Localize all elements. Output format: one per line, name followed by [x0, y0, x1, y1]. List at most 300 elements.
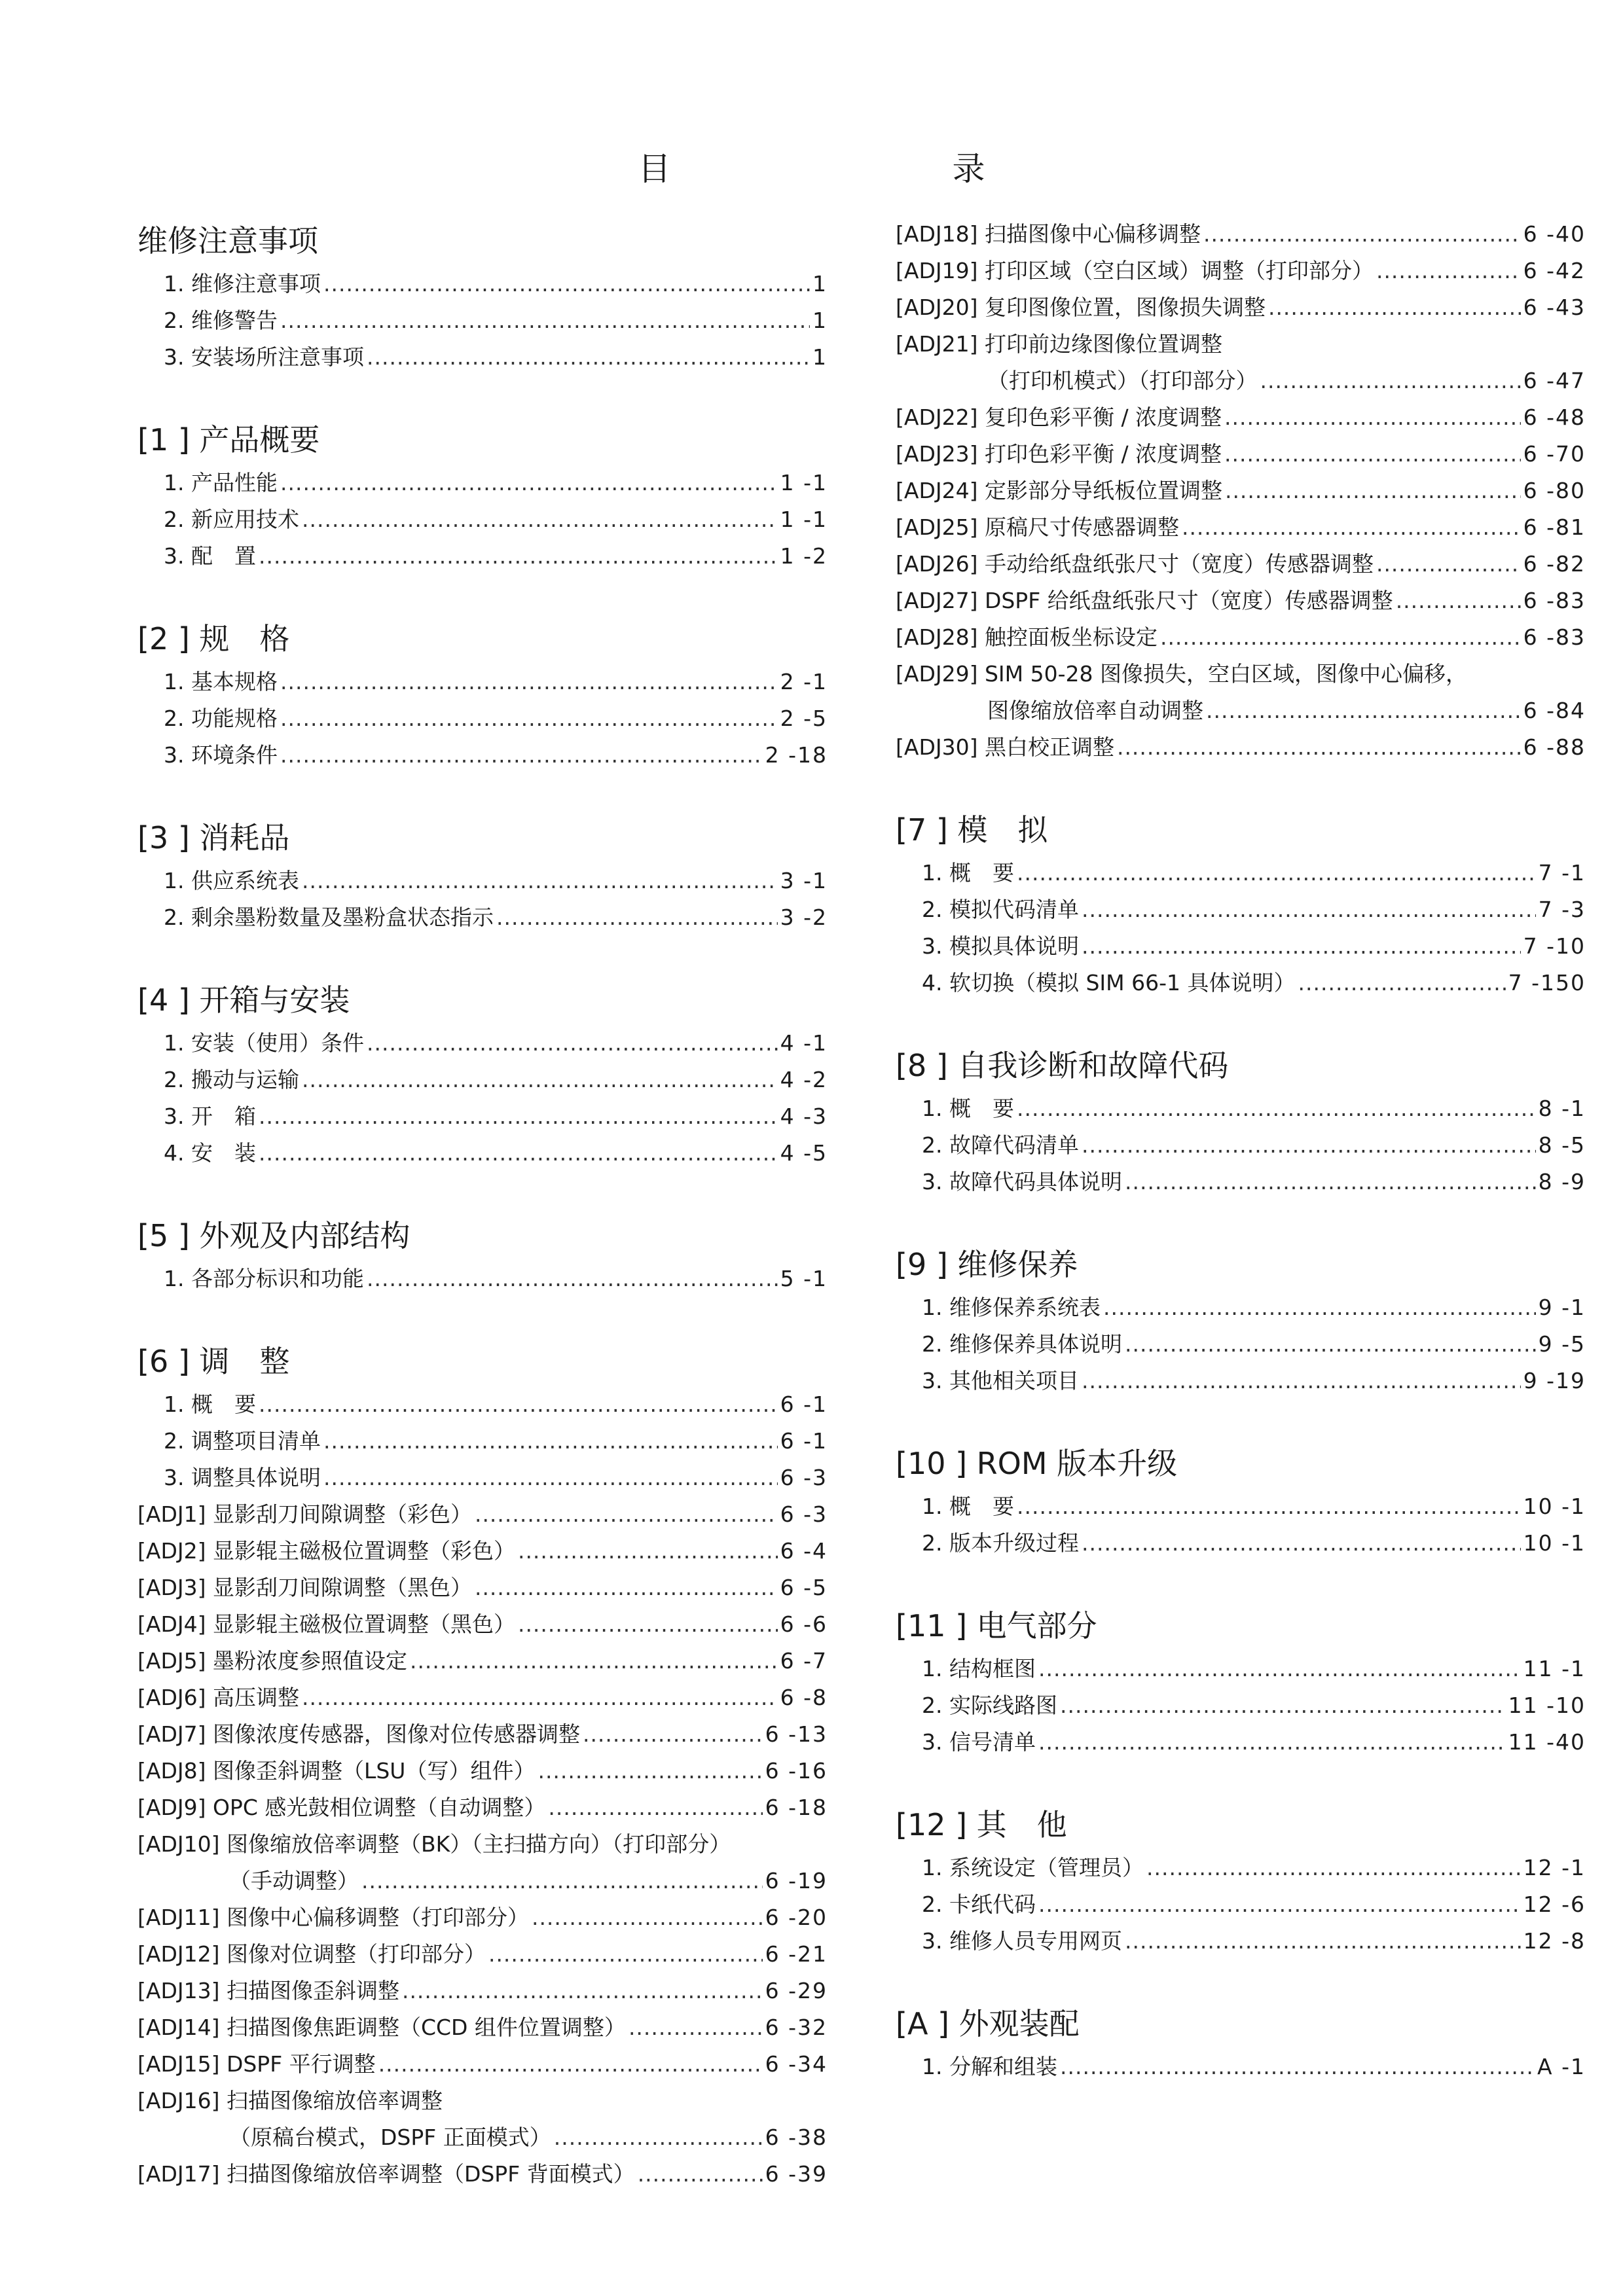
toc-left-column: [137, 216, 828, 2193]
toc-leader-dots: [323, 1423, 778, 1460]
toc-entry[interactable]: [896, 1886, 1586, 1923]
toc-leader-dots: [280, 664, 778, 700]
toc-entry[interactable]: [896, 473, 1586, 509]
toc-section: [896, 1601, 1586, 1761]
toc-leader-dots: [1203, 216, 1521, 253]
toc-entry[interactable]: [896, 656, 1586, 692]
toc-section: [896, 1439, 1586, 1562]
toc-page-number: 6 -8: [780, 1685, 828, 1710]
toc-page-number: 6 -16: [765, 1758, 828, 1784]
toc-entry[interactable]: [896, 1164, 1586, 1200]
toc-entry[interactable]: [896, 1687, 1586, 1724]
toc-leader-dots: [367, 339, 810, 376]
toc-page-number: 6 -42: [1523, 258, 1586, 283]
toc-entry[interactable]: [137, 1423, 828, 1460]
toc-entry[interactable]: [896, 1488, 1586, 1525]
toc-leader-dots: [280, 737, 763, 774]
toc-section: [137, 1211, 828, 1297]
toc-leader-dots: [1082, 1525, 1521, 1562]
toc-page-number: 5 -1: [780, 1266, 828, 1291]
toc-leader-dots: [518, 1533, 778, 1570]
toc-entry-label: 3. 维修人员专用网页: [922, 1928, 1122, 1954]
toc-page-number: 4 -5: [780, 1140, 828, 1166]
toc-entry-label: [ADJ17] 扫描图像缩放倍率调整（DSPF 背面模式）: [137, 2161, 635, 2187]
toc-entry[interactable]: [137, 2156, 828, 2193]
toc-entry-label: 2. 功能规格: [164, 706, 278, 731]
toc-entry-label: [ADJ28] 触控面板坐标设定: [896, 624, 1158, 650]
toc-section-heading[interactable]: [2 ] 规 格: [137, 621, 290, 656]
toc-page-number: 6 -39: [765, 2161, 828, 2187]
toc-leader-dots: [1017, 1488, 1521, 1525]
toc-page-number: 1 -2: [780, 543, 828, 569]
toc-entry-label: [ADJ6] 高压调整: [137, 1685, 299, 1710]
toc-entry-label: [ADJ18] 扫描图像中心偏移调整: [896, 221, 1201, 247]
toc-leader-dots: [323, 1460, 778, 1496]
toc-entry[interactable]: [896, 619, 1586, 656]
toc-entry[interactable]: [137, 1606, 828, 1643]
toc-leader-dots: [554, 2119, 763, 2156]
toc-leader-dots: [361, 1863, 763, 1899]
toc-page-number: 11 -10: [1508, 1693, 1586, 1718]
toc-section: [896, 1041, 1586, 1200]
toc-entry-label: [ADJ24] 定影部分导纸板位置调整: [896, 478, 1222, 503]
toc-section: [896, 1800, 1586, 1960]
toc-leader-dots: [259, 1386, 778, 1423]
toc-section: [137, 614, 828, 774]
toc-leader-dots: [1298, 965, 1506, 1001]
toc-entry[interactable]: [137, 700, 828, 737]
toc-entry-label: 4. 软切换（模拟 SIM 66-1 具体说明）: [922, 970, 1296, 996]
toc-page-number: 6 -13: [765, 1721, 828, 1747]
toc-entry-label: 1. 概 要: [922, 860, 1014, 886]
toc-entry[interactable]: [137, 1135, 828, 1172]
toc-entry-label: [ADJ29] SIM 50-28 图像损失，空白区域，图像中心偏移，: [896, 661, 1467, 687]
toc-page-number: 6 -3: [780, 1465, 828, 1490]
toc-page-number: 2 -18: [765, 742, 828, 768]
toc-page-number: 6 -81: [1523, 514, 1586, 540]
toc-right-column: [896, 216, 1586, 2085]
toc-entry[interactable]: [137, 1899, 828, 1936]
toc-entry-label: [ADJ23] 打印色彩平衡 / 浓度调整: [896, 441, 1222, 467]
toc-entry-label: 1. 维修保养系统表: [922, 1295, 1101, 1320]
toc-entry[interactable]: [137, 2119, 828, 2156]
toc-entry[interactable]: [137, 339, 828, 376]
toc-entry[interactable]: [137, 1025, 828, 1062]
toc-leader-dots: [548, 1789, 762, 1826]
toc-section-heading[interactable]: [A ] 外观装配: [896, 2006, 1080, 2041]
toc-page-number: 10 -1: [1523, 1530, 1586, 1556]
toc-page-number: 7 -150: [1508, 970, 1586, 996]
toc-leader-dots: [280, 302, 810, 339]
toc-page-number: 9 -19: [1523, 1368, 1586, 1393]
toc-leader-dots: [629, 2009, 763, 2046]
toc-leader-dots: [1038, 1886, 1521, 1923]
toc-section: [137, 415, 828, 575]
toc-section: [137, 975, 828, 1172]
toc-entry[interactable]: [137, 2046, 828, 2083]
toc-section-heading[interactable]: [10 ] ROM 版本升级: [896, 1446, 1178, 1481]
toc-entry[interactable]: [896, 326, 1586, 363]
toc-entry[interactable]: [896, 1127, 1586, 1164]
toc-entry-label: [ADJ7] 图像浓度传感器，图像对位传感器调整: [137, 1721, 580, 1747]
toc-entry-label: 2. 实际线路图: [922, 1693, 1057, 1718]
toc-section-heading[interactable]: [8 ] 自我诊断和故障代码: [896, 1048, 1229, 1083]
toc-entry[interactable]: [137, 538, 828, 575]
toc-leader-dots: [410, 1643, 778, 1679]
toc-entry-label: [ADJ15] DSPF 平行调整: [137, 2051, 376, 2077]
toc-leader-dots: [518, 1606, 778, 1643]
toc-leader-dots: [1082, 928, 1521, 965]
toc-entry-label: [ADJ22] 复印色彩平衡 / 浓度调整: [896, 404, 1222, 430]
toc-entry-label: 2. 剩余墨粉数量及墨粉盒状态指示: [164, 905, 494, 930]
toc-page-number: 1: [812, 344, 828, 370]
toc-page-number: 1 -1: [780, 470, 828, 495]
toc-entry[interactable]: [896, 546, 1586, 583]
toc-entry[interactable]: [137, 1570, 828, 1606]
toc-leader-dots: [583, 1716, 763, 1753]
toc-entry-label: 2. 模拟代码清单: [922, 897, 1079, 922]
toc-leader-dots: [532, 1899, 763, 1936]
toc-entry[interactable]: [137, 266, 828, 302]
toc-entry[interactable]: [896, 855, 1586, 891]
toc-entry[interactable]: [896, 509, 1586, 546]
toc-entry-label: 1. 基本规格: [164, 669, 278, 694]
toc-leader-dots: [259, 538, 778, 575]
toc-entry[interactable]: [896, 289, 1586, 326]
toc-entry-label: 2. 维修保养具体说明: [922, 1331, 1122, 1357]
toc-entry[interactable]: [896, 891, 1586, 928]
toc-section-heading[interactable]: [9 ] 维修保养: [896, 1247, 1078, 1282]
toc-entry-label: 4. 安 装: [164, 1140, 256, 1166]
toc-entry[interactable]: [896, 1090, 1586, 1127]
toc-page-number: 11 -40: [1508, 1729, 1586, 1755]
toc-entry-label: 2. 搬动与运输: [164, 1067, 299, 1092]
toc-page-number: 6 -6: [780, 1611, 828, 1637]
toc-leader-dots: [1225, 473, 1521, 509]
toc-entry[interactable]: [137, 302, 828, 339]
toc-entry[interactable]: [896, 965, 1586, 1001]
toc-entry-label: （原稿台模式，DSPF 正面模式）: [229, 2125, 551, 2150]
toc-leader-dots: [302, 1062, 778, 1098]
toc-entry-label: [ADJ20] 复印图像位置，图像损失调整: [896, 295, 1266, 320]
toc-leader-dots: [323, 266, 810, 302]
toc-page-number: 6 -82: [1523, 551, 1586, 577]
toc-entry[interactable]: [896, 1724, 1586, 1761]
toc-entry-label: （打印机模式）（打印部分）: [987, 368, 1258, 393]
toc-entry-label: [ADJ26] 手动给纸盘纸张尺寸（宽度）传感器调整: [896, 551, 1374, 577]
toc-page-number: 6 -84: [1523, 698, 1586, 723]
toc-leader-dots: [1146, 1850, 1521, 1886]
toc-entry[interactable]: [137, 1533, 828, 1570]
toc-entry[interactable]: [896, 1651, 1586, 1687]
toc-entry-label: 1. 概 要: [164, 1391, 256, 1417]
toc-entry[interactable]: [896, 436, 1586, 473]
toc-entry[interactable]: [896, 1289, 1586, 1326]
toc-leader-dots: [1376, 546, 1521, 583]
page-title: 目 录: [638, 150, 1057, 188]
toc-page-number: 6 -80: [1523, 478, 1586, 503]
toc-entry-label: 2. 新应用技术: [164, 507, 299, 532]
toc-leader-dots: [280, 700, 778, 737]
toc-leader-dots: [1103, 1289, 1536, 1326]
toc-page-number: 12 -8: [1523, 1928, 1586, 1954]
toc-entry-label: 3. 开 箱: [164, 1103, 256, 1129]
toc-page-number: 6 -18: [765, 1795, 828, 1820]
toc-leader-dots: [1268, 289, 1521, 326]
toc-page-number: 7 -3: [1538, 897, 1586, 922]
toc-page-number: 6 -47: [1523, 368, 1586, 393]
toc-entry[interactable]: [896, 1923, 1586, 1960]
toc-entry-label: [ADJ25] 原稿尺寸传感器调整: [896, 514, 1179, 540]
toc-page-number: 6 -48: [1523, 404, 1586, 430]
toc-entry-label: 1. 系统设定（管理员）: [922, 1855, 1144, 1880]
toc-entry[interactable]: [137, 1386, 828, 1423]
toc-page-number: 7 -10: [1523, 933, 1586, 959]
toc-leader-dots: [1060, 2049, 1535, 2085]
toc-page-number: 6 -40: [1523, 221, 1586, 247]
toc-page-number: 6 -7: [780, 1648, 828, 1674]
toc-leader-dots: [1224, 399, 1521, 436]
toc-page-number: 6 -34: [765, 2051, 828, 2077]
toc-entry[interactable]: [137, 1261, 828, 1297]
toc-leader-dots: [496, 899, 778, 936]
toc-leader-dots: [1125, 1164, 1536, 1200]
toc-entry[interactable]: [137, 2083, 828, 2119]
toc-entry-label: [ADJ1] 显影刮刀间隙调整（彩色）: [137, 1501, 472, 1527]
toc-entry-label: 3. 配 置: [164, 543, 256, 569]
toc-entry-label: [ADJ12] 图像对位调整（打印部分）: [137, 1941, 486, 1967]
toc-page-number: 1: [812, 271, 828, 296]
toc-page-number: 4 -1: [780, 1030, 828, 1056]
toc-section-heading[interactable]: [7 ] 模 拟: [896, 812, 1048, 848]
toc-leader-dots: [302, 501, 778, 538]
toc-entry[interactable]: [896, 692, 1586, 729]
toc-entry[interactable]: [896, 1850, 1586, 1886]
toc-leader-dots: [1182, 509, 1521, 546]
toc-entry[interactable]: [896, 363, 1586, 399]
toc-leader-dots: [1038, 1724, 1506, 1761]
toc-entry[interactable]: [896, 729, 1586, 766]
toc-section-heading[interactable]: 维修注意事项: [137, 223, 318, 259]
toc-entry[interactable]: [896, 399, 1586, 436]
toc-entry-label: 2. 卡纸代码: [922, 1892, 1036, 1917]
toc-entry[interactable]: [137, 1643, 828, 1679]
toc-entry-label: 1. 维修注意事项: [164, 271, 321, 296]
toc-section: [896, 1999, 1586, 2085]
toc-entry-label: 1. 产品性能: [164, 470, 278, 495]
toc-leader-dots: [1117, 729, 1521, 766]
toc-leader-dots: [1060, 1687, 1506, 1724]
toc-page-number: 6 -20: [765, 1905, 828, 1930]
toc-page-number: 4 -2: [780, 1067, 828, 1092]
toc-entry-label: [ADJ4] 显影辊主磁极位置调整（黑色）: [137, 1611, 515, 1637]
toc-entry-label: [ADJ5] 墨粉浓度参照值设定: [137, 1648, 407, 1674]
toc-entry-label: 1. 安装（使用）条件: [164, 1030, 364, 1056]
toc-entry-label: 2. 故障代码清单: [922, 1132, 1079, 1158]
toc-leader-dots: [367, 1025, 778, 1062]
toc-entry[interactable]: [137, 1062, 828, 1098]
toc-page-number: 11 -1: [1523, 1656, 1586, 1681]
toc-page-number: 10 -1: [1523, 1494, 1586, 1519]
toc-entry-label: 3. 环境条件: [164, 742, 278, 768]
toc-page-number: 6 -19: [765, 1868, 828, 1893]
toc-entry-label: 3. 模拟具体说明: [922, 933, 1079, 959]
toc-leader-dots: [1160, 619, 1521, 656]
toc-page-number: 6 -43: [1523, 295, 1586, 320]
toc-leader-dots: [302, 1679, 778, 1716]
toc-page-number: 6 -1: [780, 1391, 828, 1417]
toc-entry-label: [ADJ9] OPC 感光鼓相位调整（自动调整）: [137, 1795, 546, 1820]
toc-leader-dots: [378, 2046, 763, 2083]
toc-entry[interactable]: [896, 1525, 1586, 1562]
toc-section: [137, 813, 828, 936]
toc-entry[interactable]: [137, 465, 828, 501]
toc-leader-dots: [302, 863, 778, 899]
toc-entry-label: [ADJ10] 图像缩放倍率调整（BK）（主扫描方向）（打印部分）: [137, 1831, 731, 1857]
toc-entry-label: [ADJ13] 扫描图像歪斜调整: [137, 1978, 399, 2003]
toc-leader-dots: [280, 465, 778, 501]
toc-entry-label: 3. 安装场所注意事项: [164, 344, 364, 370]
toc-leader-dots: [1206, 692, 1521, 729]
toc-entry-label: [ADJ11] 图像中心偏移调整（打印部分）: [137, 1905, 529, 1930]
toc-entry[interactable]: [896, 1326, 1586, 1363]
toc-entry-label: [ADJ16] 扫描图像缩放倍率调整: [137, 2088, 443, 2113]
toc-section: [137, 216, 828, 376]
toc-entry-label: [ADJ27] DSPF 给纸盘纸张尺寸（宽度）传感器调整: [896, 588, 1393, 613]
toc-page-number: 7 -1: [1538, 860, 1586, 886]
toc-page-number: 8 -9: [1538, 1169, 1586, 1194]
toc-page-number: 6 -83: [1523, 624, 1586, 650]
toc-entry[interactable]: [137, 1679, 828, 1716]
toc-entry-label: 3. 信号清单: [922, 1729, 1036, 1755]
toc-page-number: 6 -38: [765, 2125, 828, 2150]
toc-page-number: 4 -3: [780, 1103, 828, 1129]
toc-entry-label: [ADJ2] 显影辊主磁极位置调整（彩色）: [137, 1538, 515, 1564]
toc-page-number: 1: [812, 308, 828, 333]
toc-entry-label: （手动调整）: [229, 1868, 359, 1893]
toc-entry-label: [ADJ8] 图像歪斜调整（LSU（写）组件）: [137, 1758, 536, 1784]
toc-section-heading[interactable]: [1 ] 产品概要: [137, 422, 320, 457]
toc-entry[interactable]: [137, 664, 828, 700]
toc-entry[interactable]: [137, 863, 828, 899]
toc-entry[interactable]: [896, 253, 1586, 289]
toc-leader-dots: [1396, 583, 1521, 619]
toc-page-number: 3 -2: [780, 905, 828, 930]
toc-entry-label: 1. 供应系统表: [164, 868, 299, 893]
toc-entry-label: 1. 分解和组装: [922, 2054, 1057, 2079]
toc-entry[interactable]: [896, 928, 1586, 965]
toc-entry-label: 1. 各部分标识和功能: [164, 1266, 364, 1291]
toc-leader-dots: [259, 1135, 778, 1172]
toc-entry[interactable]: [137, 501, 828, 538]
toc-entry-label: 图像缩放倍率自动调整: [987, 698, 1203, 723]
toc-leader-dots: [1376, 253, 1521, 289]
toc-section-heading[interactable]: [6 ] 调 整: [137, 1344, 290, 1379]
toc-entry[interactable]: [896, 583, 1586, 619]
toc-leader-dots: [1038, 1651, 1521, 1687]
toc-entry-label: 2. 版本升级过程: [922, 1530, 1079, 1556]
toc-page-number: 6 -4: [780, 1538, 828, 1564]
toc-leader-dots: [538, 1753, 762, 1789]
toc-entry[interactable]: [137, 1973, 828, 2009]
toc-entry[interactable]: [137, 1826, 828, 1863]
toc-page-number: 12 -1: [1523, 1855, 1586, 1880]
toc-entry-label: [ADJ30] 黑白校正调整: [896, 734, 1114, 760]
toc-entry-label: [ADJ21] 打印前边缘图像位置调整: [896, 331, 1222, 357]
toc-leader-dots: [1125, 1923, 1521, 1960]
toc-page-number: 6 -3: [780, 1501, 828, 1527]
toc-page-number: 9 -5: [1538, 1331, 1586, 1357]
toc-entry[interactable]: [137, 1496, 828, 1533]
toc-leader-dots: [1224, 436, 1521, 473]
toc-entry-label: 1. 结构框图: [922, 1656, 1036, 1681]
toc-section-heading[interactable]: [5 ] 外观及内部结构: [137, 1218, 410, 1253]
toc-page-number: 6 -5: [780, 1575, 828, 1600]
toc-page-number: 2 -1: [780, 669, 828, 694]
toc-leader-dots: [638, 2156, 763, 2193]
toc-leader-dots: [1017, 855, 1536, 891]
toc-entry[interactable]: [137, 737, 828, 774]
toc-page-number: 3 -1: [780, 868, 828, 893]
toc-entry[interactable]: [137, 1863, 828, 1899]
toc-page-number: 6 -70: [1523, 441, 1586, 467]
toc-section-heading[interactable]: [3 ] 消耗品: [137, 820, 290, 855]
toc-entry-label: 2. 维修警告: [164, 308, 278, 333]
toc-page-number: 6 -29: [765, 1978, 828, 2003]
toc-page-number: 6 -88: [1523, 734, 1586, 760]
toc-entry[interactable]: [137, 1936, 828, 1973]
toc-leader-dots: [259, 1098, 778, 1135]
toc-page-number: 6 -1: [780, 1428, 828, 1454]
toc-entry-label: 3. 调整具体说明: [164, 1465, 321, 1490]
toc-entry[interactable]: [896, 1363, 1586, 1399]
toc-entry-label: 1. 概 要: [922, 1096, 1014, 1121]
toc-entry-label: [ADJ14] 扫描图像焦距调整（CCD 组件位置调整）: [137, 2015, 626, 2040]
toc-leader-dots: [475, 1496, 778, 1533]
toc-page-number: 6 -32: [765, 2015, 828, 2040]
toc-leader-dots: [367, 1261, 778, 1297]
toc-page-number: 6 -21: [765, 1941, 828, 1967]
toc-entry-label: [ADJ19] 打印区域（空白区域）调整（打印部分）: [896, 258, 1374, 283]
toc-page-number: 8 -1: [1538, 1096, 1586, 1121]
toc-entry[interactable]: [137, 1460, 828, 1496]
toc-entry[interactable]: [137, 1753, 828, 1789]
toc-section: [137, 1336, 828, 2193]
toc-entry[interactable]: [137, 899, 828, 936]
toc-page-number: 12 -6: [1523, 1892, 1586, 1917]
toc-leader-dots: [1082, 1127, 1536, 1164]
toc-entry[interactable]: [137, 1716, 828, 1753]
toc-leader-dots: [1082, 1363, 1521, 1399]
toc-section-heading[interactable]: [4 ] 开箱与安装: [137, 982, 350, 1018]
toc-page-number: 8 -5: [1538, 1132, 1586, 1158]
toc-entry[interactable]: [137, 2009, 828, 2046]
toc-entry[interactable]: [896, 216, 1586, 253]
toc-entry-label: [ADJ3] 显影刮刀间隙调整（黑色）: [137, 1575, 472, 1600]
toc-entry-label: 2. 调整项目清单: [164, 1428, 321, 1454]
toc-entry[interactable]: [137, 1789, 828, 1826]
toc-page-number: 2 -5: [780, 706, 828, 731]
toc-entry[interactable]: [896, 2049, 1586, 2085]
toc-page-number: 9 -1: [1538, 1295, 1586, 1320]
toc-section-heading[interactable]: [12 ] 其 他: [896, 1807, 1067, 1842]
toc-entry[interactable]: [137, 1098, 828, 1135]
toc-entry-label: 3. 故障代码具体说明: [922, 1169, 1122, 1194]
toc-section-heading[interactable]: [11 ] 电气部分: [896, 1608, 1097, 1643]
toc-section: [896, 805, 1586, 1001]
toc-leader-dots: [1125, 1326, 1536, 1363]
toc-leader-dots: [1017, 1090, 1536, 1127]
